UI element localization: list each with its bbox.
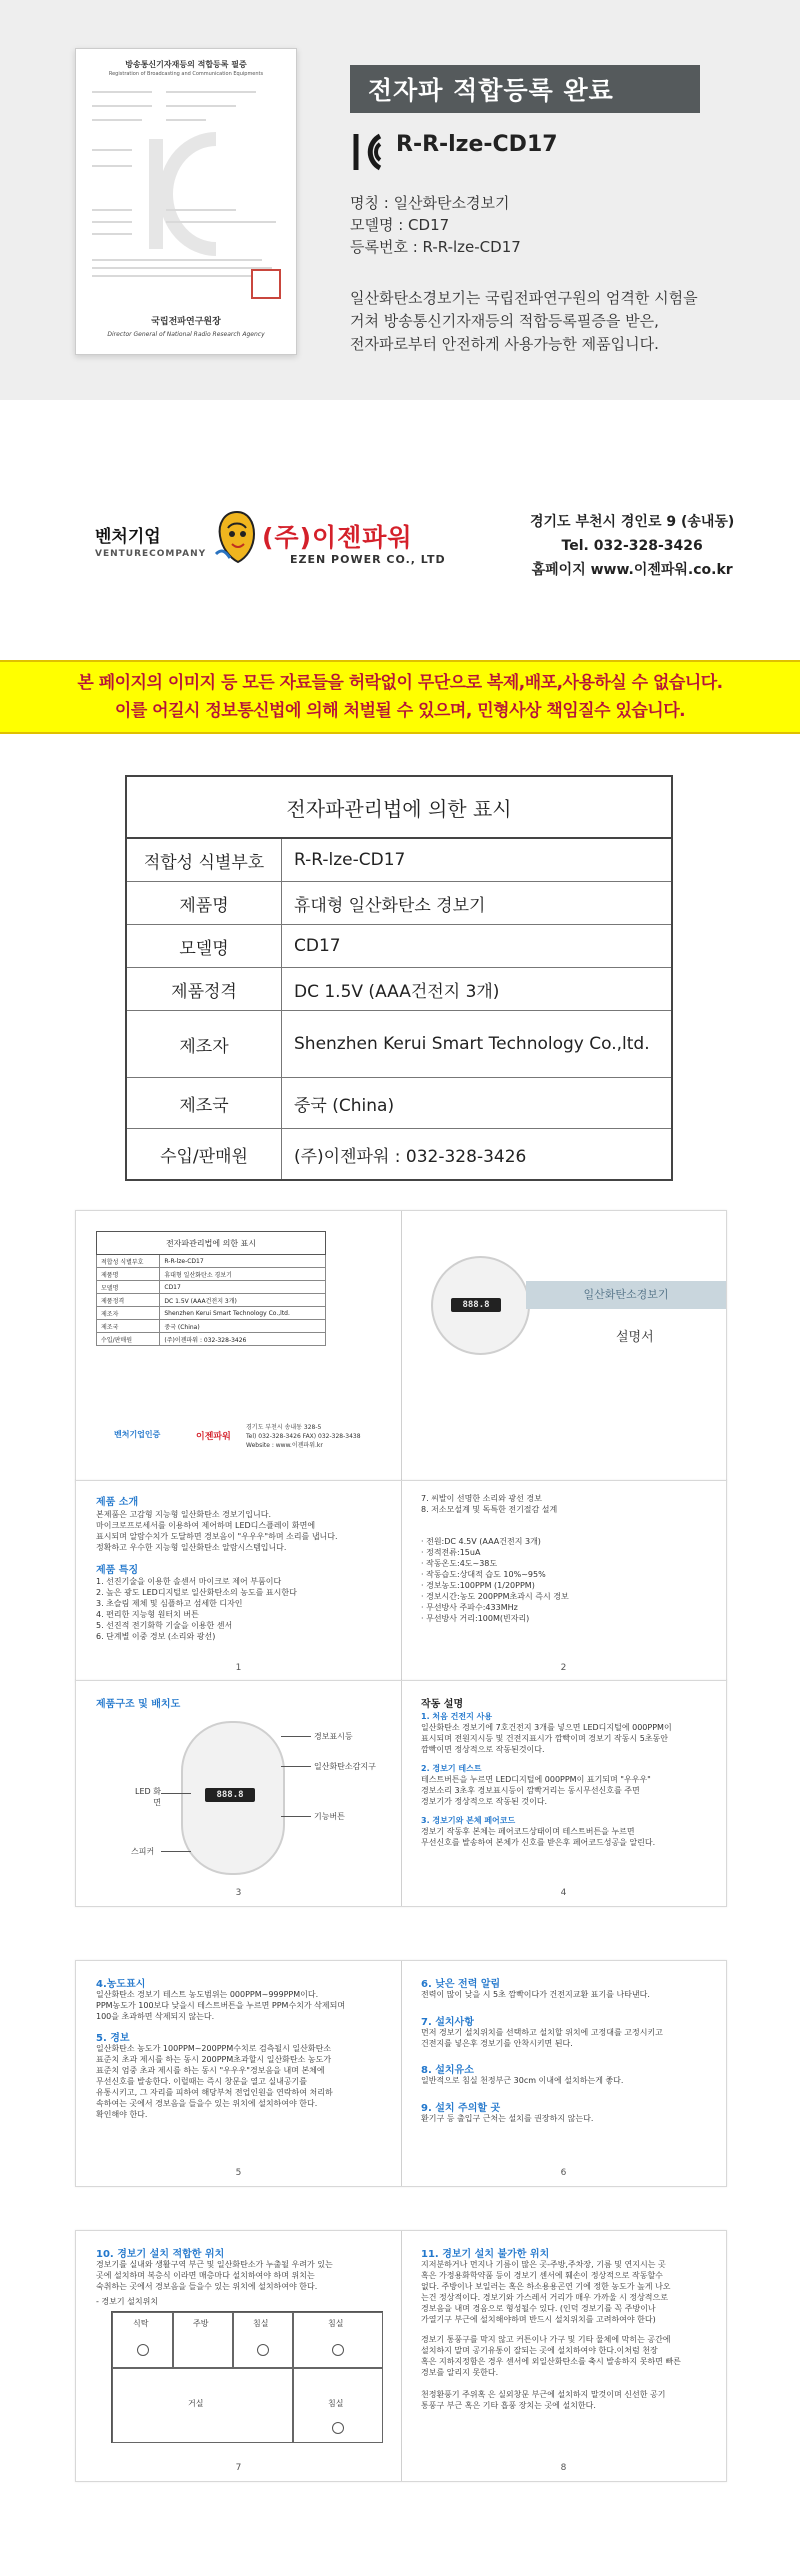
text-line: 표준치 초과 제시를 하는 동시 200PPM초과할시 일산화탄소 농도가 — [96, 2055, 332, 2064]
detector-diagram — [181, 1721, 285, 1875]
certificate-code: R-R-lze-CD17 — [396, 132, 558, 157]
certificate-description-line: 거쳐 방송통신기자재등의 적합등록필증을 받은, — [350, 312, 659, 330]
list-item: · 전원:DC 4.5V (AAA건전지 3개) — [421, 1537, 541, 1546]
page-number: 4 — [560, 1888, 567, 1898]
text-line: 일산화탄소 경보기에 7호건전지 3개를 넣으면 LED디지털에 000PPM이 — [421, 1723, 672, 1732]
certificate-document-footer: 국립전파연구원장 — [151, 317, 221, 327]
text-line: 는건 정상적이다. 경보기와 가스레서 거리가 매우 가까울 시 정상적으로 — [421, 2293, 668, 2302]
operation-step3-text — [421, 1826, 711, 1848]
manual-spread-p3-p4 — [75, 1680, 727, 1907]
text-line: 무선신호를 발송한다. 이럴때는 즉시 창문을 열고 실내공기를 — [96, 2077, 307, 2086]
unsuitable-location-text-2 — [421, 2334, 716, 2378]
detector-lcd: 888.8 — [451, 1298, 501, 1312]
row-label: 제조국 — [126, 1078, 282, 1129]
floor-plan-diagram — [111, 2311, 383, 2443]
text-line: 표시되며 알람수치가 도달하면 경보음이 "우우우"하며 소리를 냅니다. — [96, 1532, 338, 1541]
row-label: 제품명 — [126, 882, 282, 925]
row-value: DC 1.5V (AAA건전지 3개) — [282, 968, 673, 1011]
operation-step2-heading: 2. 경보기 테스트 — [421, 1764, 482, 1773]
venture-company-ko: 벤처기업 — [95, 527, 161, 547]
installation-heading: 7. 설치사항 — [421, 2017, 474, 2028]
manual-cover-spread — [75, 1210, 727, 1482]
warning-line-2: 이를 어길시 정보통신법에 의해 처벌될 수 있으며, 민형사상 책임질수 있습니다. — [114, 701, 686, 721]
text-line: 일산화탄소 농도가 100PPM~200PPM수치로 검측될시 일산화탄소 — [96, 2044, 332, 2053]
mini-row-value: DC 1.5V (AAA건전지 3개) — [160, 1294, 326, 1307]
manual-contact — [246, 1423, 361, 1450]
product-features-list — [96, 1576, 396, 1642]
room-label: 주방 — [193, 2319, 209, 2328]
text-line: 경보기가 정상적으로 작동된 것이다. — [421, 1797, 548, 1806]
text-line: 마이크로프로세서를 이용하여 제어하며 LED디스플레이 화면에 — [96, 1521, 316, 1530]
install-caution-heading: 9. 설치 주의할 곳 — [421, 2103, 501, 2114]
company-homepage: 홈페이지 www.이젠파워.co.kr — [531, 562, 733, 578]
mini-row-label: 모델명 — [97, 1281, 160, 1294]
text-line: 건전지를 넣은후 경보기를 안착시키면 된다. — [421, 2039, 573, 2048]
low-power-text — [421, 1989, 711, 2000]
manual-spread-p5-p6 — [75, 1960, 727, 2187]
mini-row-label: 제조자 — [97, 1307, 160, 1320]
text-line: 통풍구 부근 혹은 기타 흡풍 장치는 곳에 설치한다. — [421, 2401, 596, 2410]
unsuitable-location-text-3 — [421, 2389, 716, 2411]
text-line: 설치하지 말며 공기유통이 잘되는 곳에 설치하여야 한다.이처럼 천장 — [421, 2346, 658, 2355]
installation-text — [421, 2027, 711, 2049]
brand-name: (주)이젠파워 — [262, 523, 413, 552]
list-item: · 무선방사 주파수:433MHz — [421, 1603, 518, 1612]
text-line: 경보기를 실내와 생활구역 부근 및 일산화탄소가 누출될 우려가 있는 — [96, 2260, 333, 2269]
row-value: R-R-lze-CD17 — [282, 838, 673, 882]
text-line: PPM농도가 100보다 낮을시 테스트버튼을 누르면 PPM수치가 삭제되며 — [96, 2001, 346, 2010]
kc-mark-icon — [350, 130, 384, 174]
row-value: (주)이젠파워 : 032-328-3426 — [282, 1129, 673, 1181]
list-item: · 경보농도:100PPM (1/20PPM) — [421, 1581, 535, 1590]
callout-label: LED 화면 — [135, 1787, 161, 1807]
detector-marker-icon — [137, 2344, 149, 2356]
text-line: 경보기 통풍구를 막지 않고 커튼이나 가구 및 기타 물체에 막히는 공간에 — [421, 2335, 671, 2344]
table-row — [126, 838, 672, 882]
row-value: 중국 (China) — [282, 1078, 673, 1129]
text-line: 7. 씨발이 선명한 소리와 광선 경보 — [421, 1494, 542, 1503]
list-item: · 정적전류:15uA — [421, 1548, 481, 1557]
mini-row-label: 수입/판매원 — [97, 1333, 160, 1346]
table-row — [126, 1129, 672, 1181]
certificate-description — [350, 287, 760, 356]
mini-row-label: 제품명 — [97, 1268, 160, 1281]
text-line: 유통시키고, 그 자리를 피하여 해당부처 전업인원을 연락하여 처리하 — [96, 2088, 333, 2097]
text-line: 혹은 지하지정함은 경우 센서에 외일산화탄소를 축시 발송하지 못하면 빠른 — [421, 2357, 681, 2366]
row-value: CD17 — [282, 925, 673, 968]
text-line: 전력이 많이 낮을 시 5초 깜빡이다가 건전지교환 표기를 나타낸다. — [421, 1990, 650, 1999]
table-row — [126, 1078, 672, 1129]
text-line: 경보를 알리지 못한다. — [421, 2368, 499, 2377]
list-item: · 무선방사 거리:100M(빈자리) — [421, 1614, 530, 1623]
table-row — [126, 882, 672, 925]
low-power-heading: 6. 낮은 전력 알림 — [421, 1979, 501, 1990]
certificate-document-image — [75, 48, 297, 355]
room — [112, 2312, 174, 2369]
detector-marker-icon — [257, 2344, 269, 2356]
product-intro-heading: 제품 소개 — [96, 1497, 139, 1508]
row-label: 제조자 — [126, 1011, 282, 1078]
operation-heading: 작동 설명 — [421, 1699, 464, 1710]
detector-marker-icon — [332, 2422, 344, 2434]
spec-intro — [421, 1493, 711, 1515]
detector-marker-icon — [332, 2344, 344, 2356]
list-item: 4. 편리한 지능형 원터치 버튼 — [96, 1610, 199, 1619]
certificate-document-title: 방송통신기자재등의 적합등록 필증 — [125, 60, 247, 69]
mini-row-label: 적합성 식별부호 — [97, 1255, 160, 1268]
manual-brand-logo: 이젠파워 — [196, 1432, 231, 1442]
mini-row-label: 제조국 — [97, 1320, 160, 1333]
certificate-info — [350, 192, 521, 258]
table-row — [126, 968, 672, 1011]
manual-contact-line: Website : www.이젠파워.kr — [246, 1442, 323, 1449]
text-line: 혹은 가정용화학약품 등이 경보기 센서에 훼손이 정상적으로 작동할수 — [421, 2271, 663, 2280]
copyright-warning-banner — [0, 660, 800, 734]
text-line: 경보음을 내며 경음으로 형성될수 있다. (인덕 경보기를 꼭 주방이나 — [421, 2304, 656, 2313]
alarm-text — [96, 2043, 396, 2120]
operation-step2-text — [421, 1774, 711, 1807]
list-item: · 경보시간:농도 200PPM초과시 즉시 경보 — [421, 1592, 569, 1601]
text-line: 일반적으로 침실 천정부근 30cm 이내에 설치하는게 좋다. — [421, 2076, 624, 2085]
certificate-info-model: 모델명 : CD17 — [350, 216, 450, 234]
callout-label: 기능버튼 — [314, 1812, 345, 1821]
row-value: Shenzhen Kerui Smart Technology Co.,ltd. — [282, 1011, 673, 1078]
mini-row-value: 휴대형 일산화탄소 경보기 — [160, 1268, 326, 1281]
company-address: 경기도 부천시 경인로 9 (송내동) — [530, 514, 735, 530]
certificate-info-number: 등록번호 : R-R-lze-CD17 — [350, 238, 521, 256]
product-intro-text — [96, 1509, 396, 1553]
page-number: 1 — [235, 1663, 242, 1673]
certificate-info-name: 명칭 : 일산화탄소경보기 — [350, 194, 510, 212]
mini-row-value: CD17 — [160, 1281, 326, 1294]
text-line: 속하여는 곳에서 경보음을 들을수 있는 위치에 설치하여야 한다. — [96, 2099, 318, 2108]
manual-label: 설명서 — [616, 1330, 654, 1345]
suitable-location-heading: 10. 경보기 설치 적합한 위치 — [96, 2249, 225, 2260]
venture-company-logo — [95, 522, 206, 559]
operation-step1-text — [421, 1722, 711, 1755]
row-label: 제품정격 — [126, 968, 282, 1011]
manual-spread-p1-p2 — [75, 1480, 727, 1682]
text-line: 정확하고 우수한 지능형 일산화탄소 알람시스템입니다. — [96, 1543, 287, 1552]
list-item: 1. 선진기술을 이용한 솔센서 마이크로 제어 부품이다 — [96, 1577, 282, 1586]
row-label: 모델명 — [126, 925, 282, 968]
page-number: 7 — [235, 2463, 242, 2473]
certificate-description-line: 전자파로부터 안전하게 사용가능한 제품입니다. — [350, 335, 659, 353]
text-line: 표준치 엄중 초과 제시를 하는 동시 "우우우"경보음을 내며 본체에 — [96, 2066, 325, 2075]
manual-venture-logo: 벤처기업인증 — [114, 1430, 161, 1439]
list-item: 5. 선진적 전기화학 기술을 이용한 센서 — [96, 1621, 233, 1630]
room-label: 식탁 — [133, 2319, 149, 2328]
certificate-heading: 전자파 적합등록 완료 — [350, 65, 700, 113]
install-location-text — [421, 2075, 711, 2086]
callout-label: 경보표시등 — [314, 1732, 353, 1741]
page-number: 5 — [235, 2168, 242, 2178]
mini-row-value: 중국 (China) — [160, 1320, 326, 1333]
certificate-description-line: 일산화탄소경보기는 국립전파연구원의 엄격한 시험을 — [350, 289, 698, 307]
list-item: · 작동습도:상대적 습도 10%~95% — [421, 1570, 546, 1579]
install-caution-text — [421, 2113, 711, 2124]
ezen-mascot-logo-icon — [212, 508, 262, 566]
alarm-heading: 5. 경보 — [96, 2033, 130, 2044]
row-value: 휴대형 일산화탄소 경보기 — [282, 882, 673, 925]
emc-label-table-title: 전자파관리법에 의한 표시 — [126, 776, 672, 838]
text-line: 경보소리 3초후 경보표시등이 깜빡거리는 동시무선신호를 주면 — [421, 1786, 640, 1795]
room — [112, 2367, 294, 2443]
text-line: 천정환풍기 주위혹 은 실외창문 부근에 설치하지 말것이며 신선한 공기 — [421, 2390, 666, 2399]
list-item: 3. 초슬림 제체 및 심플하고 섬세한 디자인 — [96, 1599, 243, 1608]
text-line: 환기구 등 출입구 근처는 설치를 권장하지 않는다. — [421, 2114, 594, 2123]
operation-step1-heading: 1. 처음 건전지 사용 — [421, 1712, 493, 1721]
room-label: 침실 — [253, 2319, 269, 2328]
room-label: 거실 — [188, 2399, 204, 2408]
diagram-label: - 경보기 설치위치 — [96, 2297, 159, 2306]
text-line: 본제품은 고감형 지능형 일산화탄소 경보기입니다. — [96, 1510, 272, 1519]
unsuitable-location-heading: 11. 경보기 설치 불가한 위치 — [421, 2249, 550, 2260]
spec-list — [421, 1536, 711, 1624]
table-row — [126, 925, 672, 968]
mini-row-value: R-R-lze-CD17 — [160, 1255, 326, 1268]
company-tel: Tel. 032-328-3426 — [561, 538, 703, 554]
row-label: 적합성 식별부호 — [126, 838, 282, 882]
text-line: 가열기구 부근에 설치해야하며 반드시 설치위치를 고려하여야 한다) — [421, 2315, 656, 2324]
room — [172, 2312, 234, 2369]
text-line: 숙취하는 곳에서 경보음을 들을수 있는 위치에 설치하여야 한다. — [96, 2282, 318, 2291]
text-line: 8. 저소모설계 및 독특한 전기절감 설계 — [421, 1505, 558, 1514]
manual-contact-line: 경기도 부천시 송내동 328-5 — [246, 1424, 322, 1431]
callout-label: 일산화탄소감지구 — [314, 1762, 376, 1771]
page-number: 3 — [235, 1888, 242, 1898]
page-number: 8 — [560, 2463, 567, 2473]
detector-lcd: 888.8 — [205, 1788, 255, 1802]
text-line: 확인해야 한다. — [96, 2110, 148, 2119]
mini-row-value: Shenzhen Kerui Smart Technology Co.,ltd. — [160, 1307, 326, 1320]
text-line: 일산화탄소 경보기 테스트 농도범위는 000PPM~999PPM이다. — [96, 1990, 319, 1999]
text-line: 100을 초과하면 삭제되지 않는다. — [96, 2012, 215, 2021]
text-line: 곳에 설치하며 복층식 이라면 매층마다 설치하여야 하며 위치는 — [96, 2271, 315, 2280]
mini-row-label: 제품정격 — [97, 1294, 160, 1307]
certificate-document-subtitle: Registration of Broadcasting and Communication Equipments — [108, 71, 264, 77]
row-label: 수입/판매원 — [126, 1129, 282, 1181]
certificate-document-footer-en: Director General of National Radio Research Agency — [107, 331, 265, 338]
text-line: 표시되며 전원지시등 및 건전지표시가 깜빡이며 경보기 작동시 5초동안 — [421, 1734, 668, 1743]
mini-table-title: 전자파관리법에 의한 표시 — [97, 1232, 326, 1255]
callout-label: 스피커 — [131, 1847, 155, 1856]
certificate-section — [0, 0, 800, 400]
text-line: 없다. 주방이나 보일러는 혹은 하소용용곤연 기에 정한 농도가 높게 나오 — [421, 2282, 671, 2291]
list-item: 6. 단계별 이중 경보 (소리와 광선) — [96, 1632, 216, 1641]
room — [292, 2312, 383, 2369]
text-line: 지저분하거나 먼지나 기름이 많은 곳-주방,주차장, 기름 및 연지시는 곳 — [421, 2260, 666, 2269]
emc-label-table — [125, 775, 673, 1181]
product-features-heading: 제품 특징 — [96, 1565, 139, 1576]
page-number: 6 — [560, 2168, 567, 2178]
room-label: 침실 — [328, 2399, 344, 2408]
list-item: 2. 높은 광도 LED디지털로 일산화탄소의 농도를 표시한다 — [96, 1588, 297, 1597]
text-line: 깜빡이면 정상적으로 작동된것이다. — [421, 1745, 545, 1754]
text-line: 먼저 경보기 설치위치를 선택하고 설치할 위치에 고정대를 고정시키고 — [421, 2028, 663, 2037]
warning-line-1: 본 페이지의 이미지 등 모든 자료들을 허락없이 무단으로 복제,배포,사용하실 수 없습니다. — [77, 673, 723, 693]
brand-name-en: EZEN POWER CO., LTD — [290, 553, 446, 566]
kc-watermark-icon — [116, 119, 256, 269]
product-band: 일산화탄소경보기 — [526, 1281, 726, 1309]
company-contact — [530, 510, 734, 582]
list-item: · 작동온도:4도~38도 — [421, 1559, 498, 1568]
text-line: 경보기 작동후 본체는 페어코드상태이며 테스트버튼을 누르면 — [421, 1827, 635, 1836]
operation-step3-heading: 3. 경보기와 본체 페어코드 — [421, 1816, 516, 1825]
unsuitable-location-text-1 — [421, 2259, 716, 2325]
concentration-text — [96, 1989, 396, 2022]
official-seal-stamp — [251, 269, 281, 299]
install-location-heading: 8. 설치유소 — [421, 2065, 474, 2076]
suitable-location-text — [96, 2259, 396, 2292]
mini-row-value: (주)이젠파워 : 032-328-3426 — [160, 1333, 326, 1346]
structure-heading: 제품구조 및 배치도 — [96, 1699, 181, 1710]
concentration-heading: 4.농도표시 — [96, 1979, 146, 1990]
detector-image — [431, 1256, 530, 1355]
manual-mini-table — [96, 1231, 326, 1346]
text-line: 무선신호를 발송하여 본체가 신호를 받은후 페어코드성공을 알린다. — [421, 1838, 656, 1847]
room — [232, 2312, 294, 2369]
venture-company-en: VENTURECOMPANY — [95, 549, 207, 559]
page-number: 2 — [560, 1663, 567, 1673]
manual-contact-line: Tel) 032-328-3426 FAX) 032-328-3438 — [246, 1433, 361, 1440]
table-row — [126, 1011, 672, 1078]
manual-spread-p7-p8 — [75, 2230, 727, 2482]
room-label: 침실 — [328, 2319, 344, 2328]
text-line: 테스트버튼을 누르면 LED디지털에 000PPM이 표기되며 "우우우" — [421, 1775, 651, 1784]
